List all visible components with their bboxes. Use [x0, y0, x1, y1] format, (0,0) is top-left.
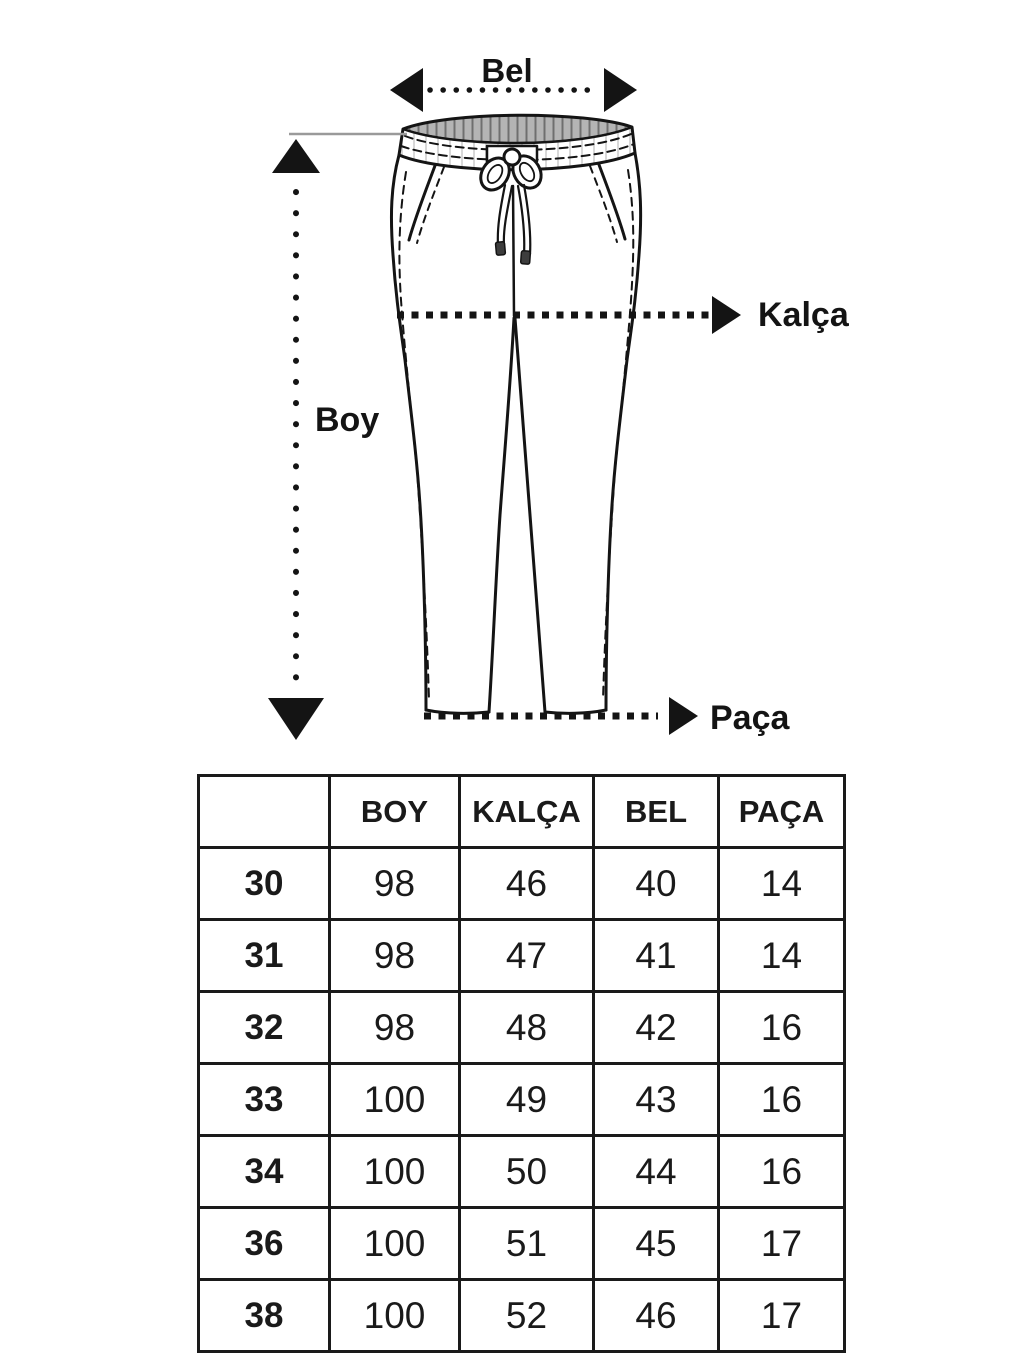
boy-arrow-up-head — [272, 139, 320, 173]
bel-arrow-right-head — [604, 68, 637, 112]
value-cell: 48 — [460, 992, 594, 1064]
kalca-arrow-head — [712, 296, 741, 334]
table-row — [199, 1064, 845, 1136]
table-row — [199, 920, 845, 992]
value-cell: 45 — [594, 1208, 719, 1280]
table-row — [199, 992, 845, 1064]
value-cell: 14 — [719, 920, 845, 992]
value-cell: 46 — [460, 848, 594, 920]
table-row — [199, 848, 845, 920]
bel-arrow-left-head — [390, 68, 423, 112]
size-cell: 33 — [199, 1064, 330, 1136]
front-rise-line — [513, 186, 514, 316]
value-cell: 16 — [719, 1064, 845, 1136]
value-cell: 50 — [460, 1136, 594, 1208]
value-cell: 44 — [594, 1136, 719, 1208]
column-header-size — [199, 776, 330, 848]
value-cell: 52 — [460, 1280, 594, 1352]
size-cell: 34 — [199, 1136, 330, 1208]
table-row — [199, 1208, 845, 1280]
bow-knot — [504, 149, 520, 165]
right-string-aglet — [521, 251, 531, 265]
value-cell: 100 — [330, 1064, 460, 1136]
column-header-boy: BOY — [330, 776, 460, 848]
value-cell: 100 — [330, 1208, 460, 1280]
value-cell: 17 — [719, 1280, 845, 1352]
header-row — [199, 776, 845, 848]
size-cell: 30 — [199, 848, 330, 920]
value-cell: 43 — [594, 1064, 719, 1136]
value-cell: 40 — [594, 848, 719, 920]
pants-drawing — [391, 115, 640, 713]
column-header-kalca: KALÇA — [460, 776, 594, 848]
value-cell: 98 — [330, 920, 460, 992]
value-cell: 17 — [719, 1208, 845, 1280]
value-cell: 16 — [719, 1136, 845, 1208]
size-chart-table — [197, 774, 846, 1353]
boy-arrow-down-head — [268, 698, 324, 740]
value-cell: 100 — [330, 1280, 460, 1352]
table-row — [199, 1280, 845, 1352]
value-cell: 47 — [460, 920, 594, 992]
value-cell: 98 — [330, 848, 460, 920]
value-cell: 14 — [719, 848, 845, 920]
table-row — [199, 1136, 845, 1208]
value-cell: 100 — [330, 1136, 460, 1208]
value-cell: 16 — [719, 992, 845, 1064]
value-cell: 51 — [460, 1208, 594, 1280]
column-header-paca: PAÇA — [719, 776, 845, 848]
value-cell: 42 — [594, 992, 719, 1064]
kalca-label: Kalça — [758, 296, 849, 334]
column-header-bel: BEL — [594, 776, 719, 848]
size-cell: 38 — [199, 1280, 330, 1352]
value-cell: 41 — [594, 920, 719, 992]
size-cell: 32 — [199, 992, 330, 1064]
size-cell: 36 — [199, 1208, 330, 1280]
bel-label: Bel — [481, 52, 533, 89]
paca-label: Paça — [710, 699, 790, 737]
value-cell: 46 — [594, 1280, 719, 1352]
size-cell: 31 — [199, 920, 330, 992]
left-string-aglet — [495, 242, 505, 256]
value-cell: 98 — [330, 992, 460, 1064]
pants-silhouette — [391, 153, 640, 712]
value-cell: 49 — [460, 1064, 594, 1136]
paca-arrow-head — [669, 697, 698, 735]
boy-label: Boy — [315, 401, 380, 439]
